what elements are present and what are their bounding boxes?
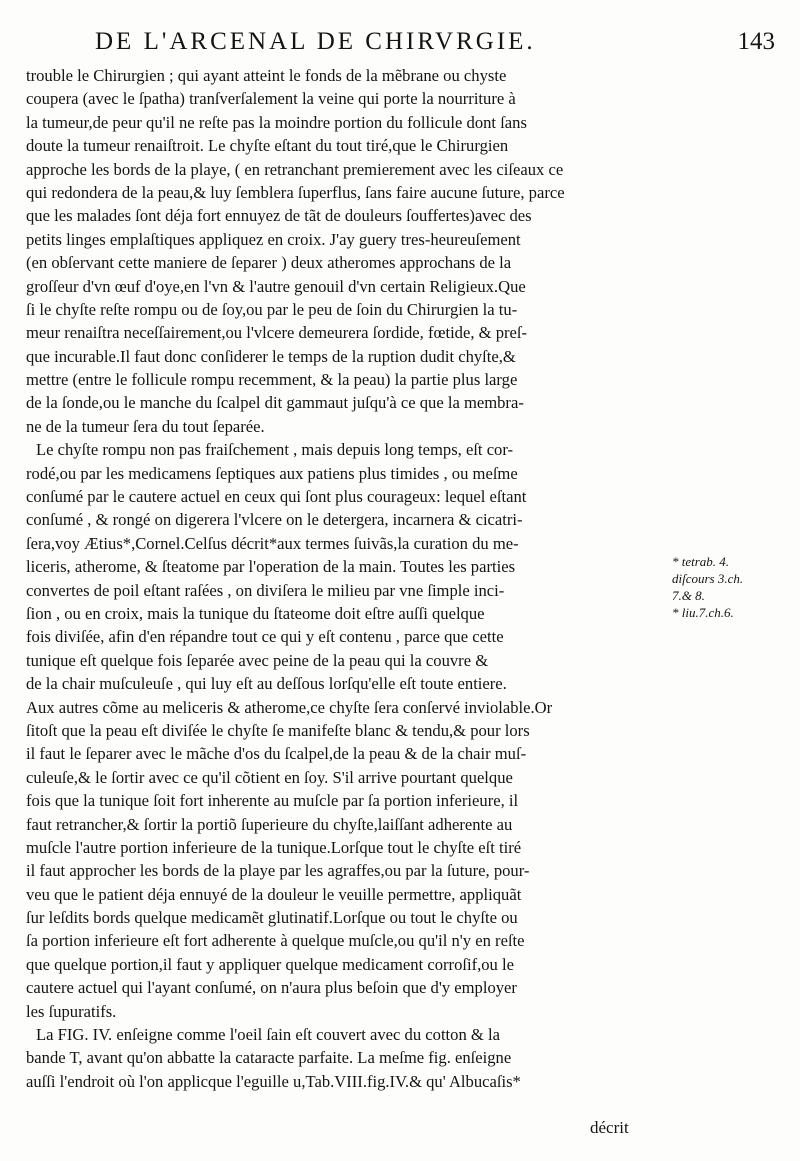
body-text xyxy=(26,64,666,1093)
text-line: La FIG. IV. enſeigne comme l'oeil ſain eſt couvert avec du cotton & la xyxy=(36,1025,500,1045)
text-line: liceris, atherome, & ſteatome par l'operation de la main. Toutes les parties xyxy=(26,557,516,577)
text-line: convertes de poil eſtant raſées , on diviſera le milieu par vne ſimple inci- xyxy=(26,580,505,600)
text-line: tunique eſt quelque fois ſeparée avec peine de la peau qui la couvre & xyxy=(26,650,489,670)
margin-note: diſcours 3.ch. xyxy=(672,571,744,586)
margin-note: 7.& 8. xyxy=(672,588,705,603)
text-line: de la ſonde,ou le manche du ſcalpel dit gammaut juſqu'à ce que la membra- xyxy=(26,393,524,413)
margin-notes xyxy=(672,553,797,621)
text-line: de la chair muſculeuſe , qui luy eſt au deſſous lorſqu'elle eſt toute entiere. xyxy=(26,674,507,694)
text-line: petits linges emplaſtiques appliquez en croix. J'ay guery tres-heureuſement xyxy=(26,229,521,249)
text-line: ſi le chyſte reſte rompu ou de ſoy,ou par le peu de ſoin du Chirurgien la tu- xyxy=(26,299,518,319)
page-number: 143 xyxy=(737,28,775,55)
running-head: DE L'ARCENAL DE CHIRVRGIE. xyxy=(95,28,536,55)
text-line: (en obſervant cette maniere de ſeparer ) deux atheromes approchans de la xyxy=(26,253,512,273)
text-line: la tumeur,de peur qu'il ne reſte pas la moindre portion du follicule dont ſans xyxy=(26,112,527,132)
text-line: rodé,ou par les medicamens ſeptiques aux patiens plus timides , ou meſme xyxy=(26,463,518,483)
text-line: veu que le patient déja ennuyé de la douleur le veuille permettre, appliquãt xyxy=(26,884,522,904)
text-line: faut retrancher,& ſortir la portiõ ſuperieure du chyſte,laiſſant adherente au xyxy=(26,814,513,834)
text-line: cautere actuel qui l'ayant conſumé, on n'aura plus beſoin que d'y employer xyxy=(26,978,517,998)
text-line: ſion , ou en croix, mais la tunique du ſtateome doit eſtre auſſi quelque xyxy=(26,603,485,623)
text-line: conſumé par le cautere actuel en ceux qui ſont plus courageux: lequel eſtant xyxy=(26,487,527,507)
text-line: groſſeur d'vn œuf d'oye,en l'vn & l'autre genouil d'vn certain Religieux.Que xyxy=(26,276,526,296)
margin-note: * tetrab. 4. xyxy=(672,554,730,569)
text-line: qui redondera de la peau,& luy ſemblera ſuperflus, ſans faire aucune ſuture, parce xyxy=(26,182,565,202)
text-line: auſſi l'endroit où l'on applicque l'eguille u,Tab.VIII.fig.IV.& qu' Albucaſis* xyxy=(26,1071,521,1091)
text-line: muſcle l'autre portion inferieure de la tunique.Lorſque tout le chyſte eſt tiré xyxy=(26,837,522,857)
text-line: ſa portion inferieure eſt fort adherente à quelque muſcle,ou qu'il n'y en reſte xyxy=(26,931,525,951)
text-line: culeuſe,& le ſortir avec ce qu'il cõtient en ſoy. S'il arrive pourtant quelque xyxy=(26,767,513,787)
text-line: que les malades ſont déja fort ennuyez de tãt de douleurs ſouffertes)avec des xyxy=(26,206,532,226)
text-line: trouble le Chirurgien ; qui ayant atteint le fonds de la mẽbrane ou chyste xyxy=(26,66,507,85)
text-line: coupera (avec le ſpatha) tranſverſalement la veine qui porte la nourriture à xyxy=(26,89,516,109)
text-line: ſera,voy Ætius*,Cornel.Celſus décrit*aux termes ſuivãs,la curation du me- xyxy=(26,533,519,553)
text-line: ſur leſdits bords quelque medicamẽt glutinatif.Lorſque ou tout le chyſte ou xyxy=(26,908,518,928)
text-line: ne de la tumeur ſera du tout ſeparée. xyxy=(26,416,265,436)
text-line: mettre (entre le follicule rompu recemment, & la peau) la partie plus large xyxy=(26,370,518,390)
text-line: il faut approcher les bords de la playe par les agraffes,ou par la ſuture, pour- xyxy=(26,861,530,881)
text-line: bande T, avant qu'on abbatte la cataracte parfaite. La meſme fig. enſeigne xyxy=(26,1048,512,1068)
text-line: meur renaiſtra neceſſairement,ou l'vlcere demeurera ſordide, fœtide, & preſ- xyxy=(26,323,528,343)
text-line: fois que la tunique ſoit fort inherente au muſcle par ſa portion inferieure, il xyxy=(26,791,519,811)
text-line: que incurable.Il faut donc conſiderer le temps de la ruption dudit chyſte,& xyxy=(26,346,516,366)
page-header xyxy=(75,28,775,62)
text-line: doute la tumeur renaiſtroit. Le chyſte eſtant du tout tiré,que le Chirurgien xyxy=(26,136,509,156)
text-line: conſumé , & rongé on digerera l'vlcere on le detergera, incarnera & cicatri- xyxy=(26,510,523,530)
text-line: que quelque portion,il faut y appliquer quelque medicament corroſif,ou le xyxy=(26,954,514,974)
margin-note: * liu.7.ch.6. xyxy=(672,605,734,620)
text-line: Le chyſte rompu non pas fraiſchement , mais depuis long temps, eſt cor- xyxy=(36,440,514,460)
text-line: les ſupuratifs. xyxy=(26,1001,117,1021)
text-line: il faut le ſeparer avec le mãche d'os du ſcalpel,de la peau & de la chair muſ- xyxy=(26,744,527,764)
text-line: approche les bords de la playe, ( en retranchant premierement avec les ciſeaux ce xyxy=(26,159,564,179)
catchword: décrit xyxy=(590,1118,629,1137)
text-line: Aux autres cõme au meliceris & atherome,ce chyſte ſera conſervé inviolable.Or xyxy=(26,697,553,717)
text-line: ſitoſt que la peau eſt diviſée le chyſte ſe manifeſte blanc & tendu,& pour lors xyxy=(26,720,530,740)
text-line: fois diviſée, afin d'en répandre tout ce qui y eſt contenu , parce que cette xyxy=(26,627,504,647)
